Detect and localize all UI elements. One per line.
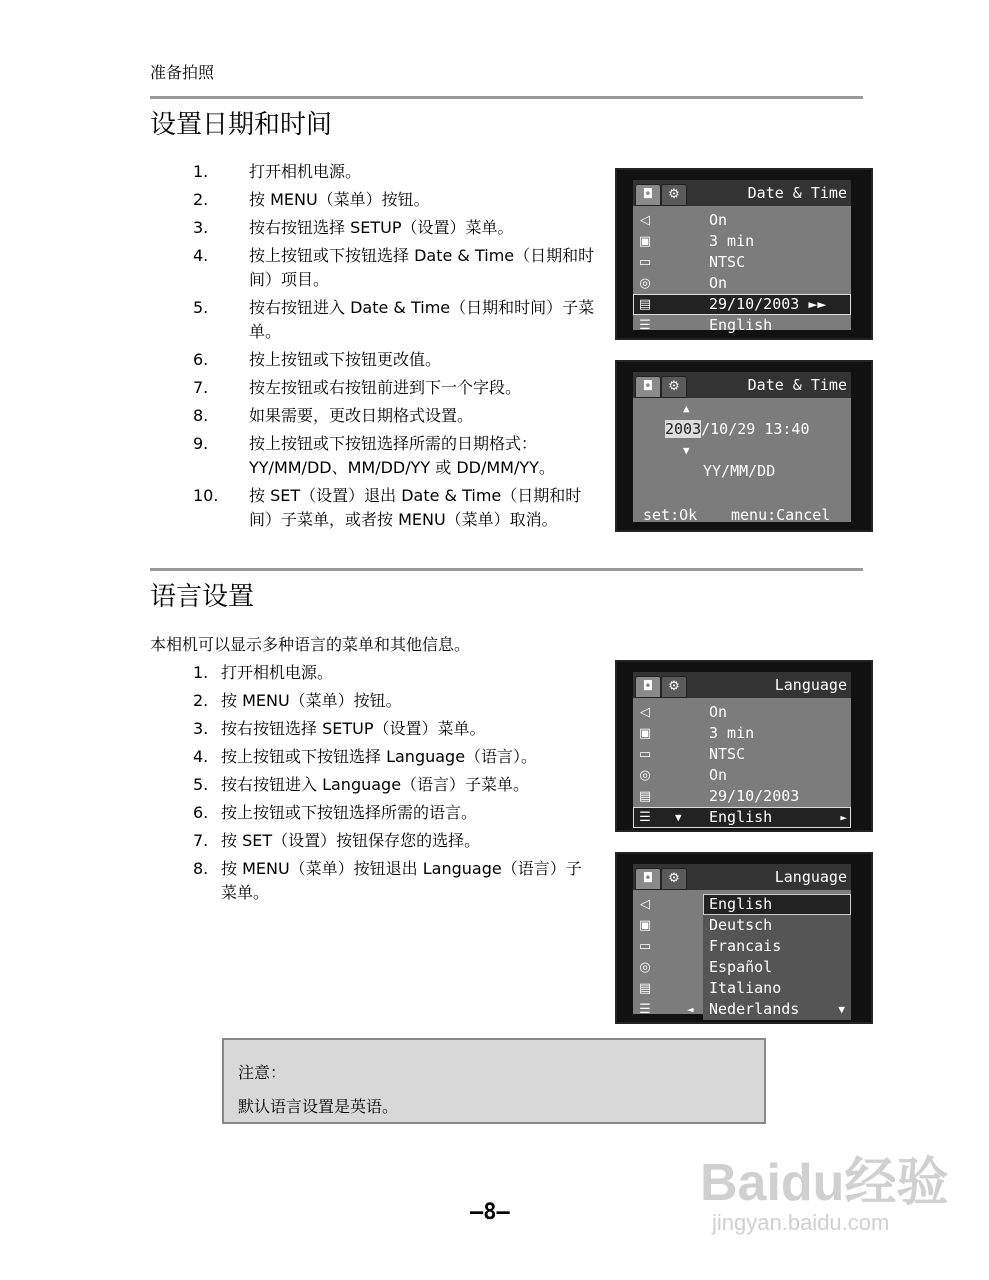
- step-item: [193, 773, 593, 797]
- setup-tab-icon: ⚙: [661, 376, 687, 398]
- language-option: Español: [709, 958, 773, 976]
- step-text: 按左按钮或右按钮前进到下一个字段。: [249, 378, 522, 397]
- step-number: 7.: [193, 831, 209, 850]
- step-number: 1.: [193, 663, 209, 682]
- step-item: [193, 829, 593, 853]
- step-item: [193, 432, 598, 480]
- step-item: [193, 160, 598, 184]
- step-number: 10.: [193, 486, 219, 505]
- tv-icon: ▭: [638, 255, 652, 270]
- step-item: [193, 376, 598, 400]
- step-text: 按右按钮选择 SETUP（设置）菜单。: [249, 218, 514, 237]
- lcd-title: Date & Time: [747, 376, 847, 394]
- ok-hint: set:Ok: [643, 506, 698, 524]
- lcd-value: On: [709, 274, 728, 292]
- tv-icon: ▭: [638, 939, 652, 954]
- lcd-value: NTSC: [709, 745, 746, 763]
- date-icon: ▤: [638, 981, 652, 996]
- quick-view-icon: ◎: [639, 276, 651, 291]
- step-number: 2.: [193, 190, 209, 209]
- step-item: [193, 661, 593, 685]
- tv-icon: ▭: [638, 747, 652, 762]
- divider: [150, 96, 863, 99]
- right-arrow-icon: ►: [840, 811, 847, 824]
- step-text: 按上按钮或下按钮更改值。: [249, 350, 442, 369]
- note-title: 注意：: [238, 1063, 287, 1082]
- step-number: 4.: [193, 246, 209, 265]
- setup-tab-icon: ⚙: [661, 184, 687, 206]
- step-item: [193, 857, 593, 905]
- step-item: [193, 484, 598, 532]
- language-option: English: [709, 895, 773, 913]
- camera-tab-icon: ◘: [635, 868, 661, 890]
- sound-icon: ◁: [640, 213, 650, 228]
- datetime-steps: [193, 160, 598, 536]
- step-text: 按上按钮或下按钮选择 Date & Time（日期和时间）项目。: [249, 246, 595, 289]
- step-item: [193, 689, 593, 713]
- lcd-language-list: [615, 852, 873, 1024]
- lcd-datetime-edit: [615, 360, 873, 532]
- power-save-icon: ▣: [638, 234, 652, 249]
- step-number: 5.: [193, 298, 209, 317]
- year-field: 2003: [665, 420, 702, 438]
- date-icon: ▤: [638, 789, 652, 804]
- lcd-value: 29/10/2003: [709, 787, 800, 805]
- language-steps: [193, 661, 593, 909]
- note-box: [222, 1038, 766, 1124]
- step-item: [193, 404, 598, 428]
- lcd-value: 29/10/2003 ►►: [709, 295, 827, 313]
- quick-view-icon: ◎: [639, 960, 651, 975]
- down-arrow-icon: ▼: [675, 811, 682, 824]
- cancel-hint: menu:Cancel: [731, 506, 831, 524]
- down-arrow-icon: ▼: [683, 444, 690, 457]
- step-number: 1.: [193, 162, 209, 181]
- lcd-language-menu: [615, 660, 873, 832]
- lcd-value: On: [709, 211, 728, 229]
- section-title-datetime: 设置日期和时间: [150, 110, 333, 140]
- datetime-rest: /10/29 13:40: [701, 420, 810, 438]
- lcd-value: On: [709, 766, 728, 784]
- lcd-value: 3 min: [709, 232, 755, 250]
- language-option: Nederlands: [709, 1000, 800, 1018]
- step-text: 按 SET（设置）退出 Date & Time（日期和时间）子菜单，或者按 MENU（菜单）取消。: [249, 486, 582, 529]
- language-intro: 本相机可以显示多种语言的菜单和其他信息。: [150, 635, 471, 654]
- camera-tab-icon: ◘: [635, 184, 661, 206]
- camera-tab-icon: ◘: [635, 676, 661, 698]
- step-text: 打开相机电源。: [249, 162, 362, 181]
- step-number: 8.: [193, 859, 209, 878]
- lcd-value: NTSC: [709, 253, 746, 271]
- step-text: 按上按钮或下按钮选择 Language（语言）。: [221, 747, 538, 766]
- camera-tab-icon: ◘: [635, 376, 661, 398]
- language-icon: ☰: [639, 318, 651, 333]
- step-number: 5.: [193, 775, 209, 794]
- step-text: 按上按钮或下按钮选择所需的语言。: [221, 803, 478, 822]
- step-text: 按 MENU（菜单）按钮。: [221, 691, 402, 710]
- up-arrow-icon: ▲: [683, 402, 690, 415]
- lcd-value: 3 min: [709, 724, 755, 742]
- step-number: 8.: [193, 406, 209, 425]
- sound-icon: ◁: [640, 897, 650, 912]
- down-arrow-icon: ▼: [838, 1003, 845, 1016]
- setup-tab-icon: ⚙: [661, 868, 687, 890]
- lcd-datetime-menu: [615, 168, 873, 340]
- watermark-logo: Baidu经验: [700, 1154, 949, 1212]
- divider: [150, 568, 863, 571]
- step-item: [193, 244, 598, 292]
- step-item: [193, 745, 593, 769]
- step-text: 按 MENU（菜单）按钮。: [249, 190, 430, 209]
- step-item: [193, 717, 593, 741]
- language-icon: ☰: [639, 1002, 651, 1017]
- watermark-url: jingyan.baidu.com: [712, 1210, 890, 1235]
- language-icon: ☰: [639, 810, 651, 825]
- language-option: Italiano: [709, 979, 782, 997]
- left-arrow-icon: ◄: [687, 1003, 694, 1016]
- lcd-value: English: [709, 808, 773, 826]
- lcd-value: On: [709, 703, 728, 721]
- running-header: 准备拍照: [150, 63, 215, 82]
- language-option: Francais: [709, 937, 782, 955]
- step-item: [193, 188, 598, 212]
- step-item: [193, 216, 598, 240]
- lcd-title: Language: [774, 676, 847, 694]
- step-number: 6.: [193, 350, 209, 369]
- step-text: 按右按钮进入 Language（语言）子菜单。: [221, 775, 530, 794]
- step-text: 如果需要，更改日期格式设置。: [249, 406, 474, 425]
- lcd-value: English: [709, 316, 773, 334]
- step-number: 4.: [193, 747, 209, 766]
- step-text: 按上按钮或下按钮选择所需的日期格式：YY/MM/DD、MM/DD/YY 或 DD/MM/YY。: [249, 434, 555, 477]
- step-text: 按右按钮进入 Date & Time（日期和时间）子菜单。: [249, 298, 595, 341]
- quick-view-icon: ◎: [639, 768, 651, 783]
- step-number: 3.: [193, 218, 209, 237]
- step-item: [193, 801, 593, 825]
- step-text: 打开相机电源。: [221, 663, 334, 682]
- page-number: –8–: [470, 1200, 510, 1225]
- date-format: YY/MM/DD: [703, 462, 776, 480]
- lcd-title: Date & Time: [747, 184, 847, 202]
- step-number: 2.: [193, 691, 209, 710]
- power-save-icon: ▣: [638, 726, 652, 741]
- step-number: 3.: [193, 719, 209, 738]
- sound-icon: ◁: [640, 705, 650, 720]
- step-text: 按 MENU（菜单）按钮退出 Language（语言）子菜单。: [221, 859, 582, 902]
- step-item: [193, 348, 598, 372]
- step-text: 按 SET（设置）按钮保存您的选择。: [221, 831, 481, 850]
- step-item: [193, 296, 598, 344]
- language-option: Deutsch: [709, 916, 773, 934]
- step-number: 7.: [193, 378, 209, 397]
- step-number: 9.: [193, 434, 209, 453]
- step-text: 按右按钮选择 SETUP（设置）菜单。: [221, 719, 486, 738]
- datetime-value: [665, 420, 810, 438]
- note-body: 默认语言设置是英语。: [238, 1097, 399, 1116]
- setup-tab-icon: ⚙: [661, 676, 687, 698]
- lcd-title: Language: [774, 868, 847, 886]
- section-title-language: 语言设置: [150, 582, 255, 612]
- step-number: 6.: [193, 803, 209, 822]
- date-icon: ▤: [638, 297, 652, 312]
- power-save-icon: ▣: [638, 918, 652, 933]
